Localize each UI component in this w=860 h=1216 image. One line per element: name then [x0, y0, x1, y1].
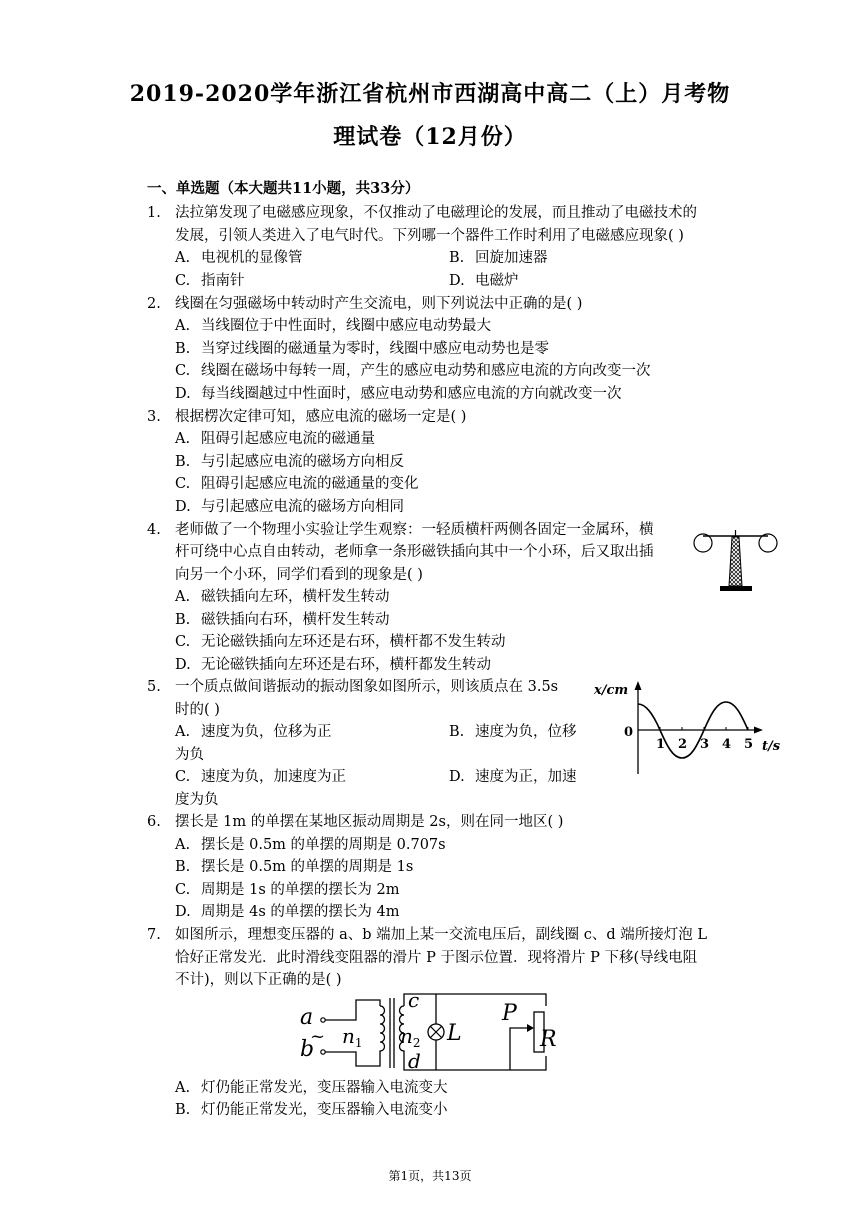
q6-option-b: B. 摆长是 0.5m 的单摆的周期是 1s	[175, 859, 414, 875]
x-tick-label: 5	[744, 737, 754, 752]
q1-stem-line2: 发展，引领人类进入了电气时代。下列哪一个器件工作时利用了电磁感应现象( )	[175, 228, 684, 244]
x-tick-label: 2	[678, 737, 688, 752]
terminal-b	[321, 1050, 325, 1054]
q7-option-b: B. 灯仍能正常发光，变压器输入电流变小	[175, 1102, 448, 1118]
q4-stem-line1: 老师做了一个物理小实验让学生观察：一轻质横杆两侧各固定一金属环，横	[175, 522, 654, 538]
terminal-c-label: c	[408, 988, 420, 1012]
q5-stem-line2: 时的( )	[175, 702, 220, 718]
y-axis-label: x/cm	[594, 683, 629, 698]
q1-option-b: B. 回旋加速器	[449, 250, 548, 266]
lamp-label: L	[447, 1021, 462, 1046]
q7-number: 7.	[147, 927, 161, 943]
q3-option-c: C. 阻碍引起感应电流的磁通量的变化	[175, 476, 419, 492]
stand	[729, 537, 742, 586]
right-ring	[759, 534, 777, 552]
ac-source-symbol: ~	[310, 1026, 326, 1047]
terminal-a-label: a	[300, 1005, 314, 1030]
q7-stem-line1: 如图所示，理想变压器的 a、b 端加上某一交流电压后，副线圈 c、d 端所接灯泡 L	[175, 927, 708, 943]
q3-number: 3.	[147, 409, 161, 425]
terminal-d-label: d	[408, 1049, 421, 1073]
slider-wire	[510, 1028, 528, 1070]
q4-ring-balance-figure	[690, 522, 782, 594]
q5-option-a: A. 速度为负，位移为正	[175, 724, 332, 740]
q4-number: 4.	[147, 522, 161, 538]
q6-option-c: C. 周期是 1s 的单摆的摆长为 2m	[175, 882, 400, 898]
q2-stem: 线圈在匀强磁场中转动时产生交流电，则下列说法中正确的是( )	[175, 296, 583, 312]
q5-option-d-wrap: 度为负	[175, 792, 219, 808]
q5-oscillation-graph	[590, 676, 786, 780]
q2-option-b: B. 当穿过线圈的磁通量为零时，线圈中感应电动势也是零	[175, 341, 549, 357]
q4-option-d: D. 无论磁铁插向左环还是右环，横杆都发生转动	[175, 657, 491, 673]
n2-label: $n_2$	[400, 1024, 421, 1050]
q2-option-d: D. 每当线圈越过中性面时，感应电动势和感应电流的方向就改变一次	[175, 386, 622, 402]
q3-stem: 根据楞次定律可知，感应电流的磁场一定是( )	[175, 409, 467, 425]
q4-option-b: B. 磁铁插向右环，横杆发生转动	[175, 612, 390, 628]
q2-number: 2.	[147, 296, 161, 312]
slider-p-label: P	[502, 1001, 517, 1026]
page-title-line2: 理试卷（12月份）	[333, 124, 527, 150]
q5-number: 5.	[147, 679, 161, 695]
q4-stem-line2: 杆可绕中心点自由转动，老师拿一条形磁铁插向其中一个小环，后又取出插	[175, 544, 654, 560]
q6-option-d: D. 周期是 4s 的单摆的摆长为 4m	[175, 904, 400, 920]
page-footer: 第1页，共13页	[388, 1169, 472, 1183]
q4-stem-line3: 向另一个小环，同学们看到的现象是( )	[175, 567, 423, 583]
terminal-a	[321, 1018, 325, 1022]
q5-option-b: B. 速度为负，位移	[449, 724, 577, 740]
slider-arrow	[527, 1024, 534, 1032]
q2-option-a: A. 当线圈位于中性面时，线圈中感应电动势最大	[175, 318, 491, 334]
rheostat-r-label: R	[540, 1027, 557, 1052]
n1-label: $n_1$	[342, 1024, 363, 1050]
x-axis-arrow	[754, 727, 763, 734]
q5-option-c: C. 速度为负，加速度为正	[175, 769, 346, 785]
section-heading: 一、单选题（本大题共11小题，共33分）	[147, 180, 420, 197]
q7-transformer-circuit	[296, 988, 557, 1074]
q1-stem-line1: 法拉第发现了电磁感应现象，不仅推动了电磁理论的发展，而且推动了电磁技术的	[175, 205, 697, 221]
q3-option-b: B. 与引起感应电流的磁场方向相反	[175, 454, 404, 470]
q1-number: 1.	[147, 205, 161, 221]
left-ring	[694, 534, 712, 552]
q6-stem: 摆长是 1m 的单摆在某地区振动周期是 2s，则在同一地区( )	[175, 814, 564, 830]
q7-stem-line3: 不计)，则以下正确的是( )	[175, 972, 342, 988]
q1-option-d: D. 电磁炉	[449, 273, 519, 289]
q7-stem-line2: 恰好正常发光．此时滑线变阻器的滑片 P 于图示位置．现将滑片 P 下移(导线电阻	[175, 950, 698, 966]
q5-option-b-wrap: 为负	[175, 747, 204, 763]
origin-label: 0	[624, 725, 634, 740]
q4-option-a: A. 磁铁插向左环，横杆发生转动	[175, 589, 390, 605]
q2-option-c: C. 线圈在磁场中每转一周，产生的感应电动势和感应电流的方向改变一次	[175, 363, 651, 379]
x-axis-label: t/s	[762, 739, 781, 754]
q5-stem-line1: 一个质点做间谐振动的振动图象如图所示，则该质点在 3.5s	[175, 679, 559, 695]
q7-option-a: A. 灯仍能正常发光，变压器输入电流变大	[175, 1080, 448, 1096]
primary-coil	[380, 1006, 385, 1060]
x-tick-label: 3	[700, 737, 710, 752]
page-title-line1: 2019-2020学年浙江省杭州市西湖高中高二（上）月考物	[129, 81, 731, 107]
q3-option-a: A. 阻碍引起感应电流的磁通量	[175, 431, 375, 447]
q6-option-a: A. 摆长是 0.5m 的单摆的周期是 0.707s	[175, 837, 446, 853]
q6-number: 6.	[147, 814, 161, 830]
q3-option-d: D. 与引起感应电流的磁场方向相同	[175, 499, 404, 515]
q4-option-c: C. 无论磁铁插向左环还是右环，横杆都不发生转动	[175, 634, 506, 650]
x-tick-label: 1	[656, 737, 666, 752]
q1-option-a: A. 电视机的显像管	[175, 250, 303, 266]
q5-option-d: D. 速度为正，加速	[449, 769, 577, 785]
y-axis-arrow	[635, 681, 642, 690]
x-tick-label: 4	[722, 737, 732, 752]
base	[720, 586, 752, 591]
terminal-b-label: b	[300, 1037, 315, 1062]
q1-option-c: C. 指南针	[175, 273, 245, 289]
